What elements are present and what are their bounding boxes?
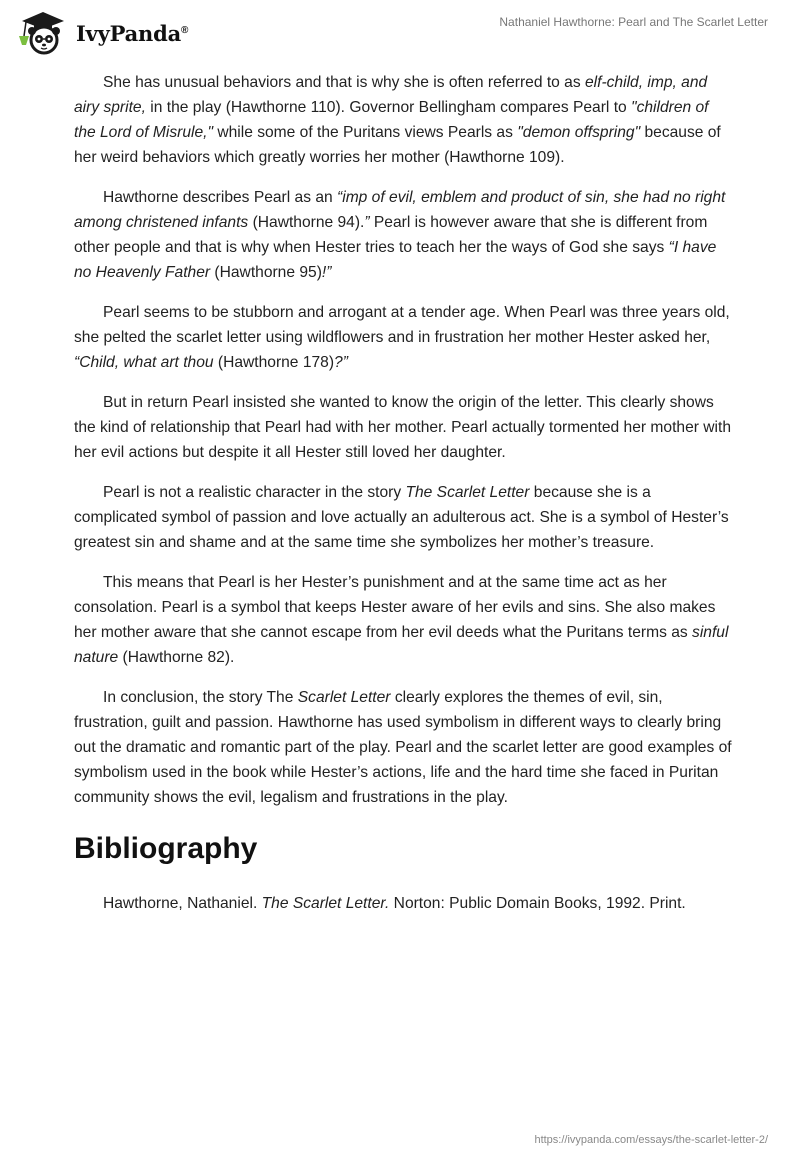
text-run: while some of the Puritans views Pearls as — [213, 124, 518, 141]
italic-text: The Scarlet Letter — [405, 484, 530, 501]
text-run: Pearl is however aware that she is different from other people and that is why when Hester tries to teach her the ways of God she says — [74, 214, 708, 256]
italic-text: “imp of evil, emblem and product of sin, she had no right among christened infants — [74, 189, 726, 231]
italic-text: ?” — [334, 354, 348, 371]
body-paragraph — [74, 300, 734, 375]
italic-text: “Child, what art thou — [74, 354, 214, 371]
body-paragraph — [74, 185, 734, 285]
italic-text: "demon offspring" — [517, 124, 641, 141]
italic-text: "children of the Lord of Misrule," — [74, 99, 709, 141]
text-run: This means that Pearl is her Hester’s punishment and at the same time act as her consolation. Pearl is a symbol that keeps Hester aware of her evils and sins. She also makes her mother aware that she cannot escape from her evil deeds what the Puritans terms as — [74, 574, 716, 641]
italic-text: “I have no Heavenly Father — [74, 239, 717, 281]
text-run: (Hawthorne 82). — [118, 649, 235, 666]
text-run: Pearl is not a realistic character in the story — [103, 484, 406, 501]
brand-logo[interactable] — [14, 10, 188, 56]
italic-text: sinful nature — [74, 624, 729, 666]
text-run: Hawthorne, Nathaniel. — [103, 895, 262, 912]
text-run: In conclusion, the story The — [103, 689, 298, 706]
italic-text: Scarlet Letter — [297, 689, 391, 706]
italic-text: The Scarlet Letter. — [261, 895, 390, 912]
source-url[interactable]: https://ivypanda.com/essays/the-scarlet-letter-2/ — [534, 1134, 768, 1146]
registered-mark: ® — [181, 24, 189, 36]
text-run: But in return Pearl insisted she wanted to know the origin of the letter. This clearly shows the kind of relationship that Pearl had with her mother. Pearl actually tormented her mother with her evil actions but despite it all Hester still loved her daughter. — [74, 394, 732, 461]
text-run: She has unusual behaviors and that is why she is often referred to as — [103, 74, 585, 91]
body-paragraph — [74, 390, 734, 465]
italic-text: !” — [321, 264, 332, 281]
text-run: (Hawthorne 94). — [248, 214, 365, 231]
text-run: because she is a complicated symbol of passion and love actually an adulterous act. She is a symbol of Hester’s greatest sin and shame and at the same time she symbolizes her mother’s treasure. — [74, 484, 729, 551]
body-paragraph — [74, 570, 734, 670]
brand-name — [76, 21, 188, 46]
body-paragraph — [74, 480, 734, 555]
panda-graduate-icon — [14, 10, 72, 56]
text-run: Norton: Public Domain Books, 1992. Print. — [389, 895, 686, 912]
text-run: (Hawthorne 178) — [213, 354, 335, 371]
running-title: Nathaniel Hawthorne: Pearl and The Scarlet Letter — [499, 15, 768, 29]
body-paragraph — [74, 70, 734, 170]
brand-name-text: IvyPanda — [76, 20, 182, 46]
text-run: (Hawthorne 95) — [210, 264, 322, 281]
body-paragraph — [74, 685, 734, 810]
text-run: Pearl seems to be stubborn and arrogant at a tender age. When Pearl was three years old, she pelted the scarlet letter using wildflowers and in frustration her mother Hester asked her, — [74, 304, 730, 346]
text-run: in the play (Hawthorne 110). Governor Bellingham compares Pearl to — [145, 99, 632, 116]
text-run: clearly explores the themes of evil, sin, frustration, guilt and passion. Hawthorne has used symbolism in different ways to clearly bring out the dramatic and romantic part of the play. Pearl and the scarlet letter are good examples of symbolism used in the book while Hester’s actions, life and the hard time she faced in Puritan community shows the evil, legalism and frustrations in the play. — [74, 689, 732, 806]
essay-body — [74, 70, 734, 931]
bibliography-list — [74, 891, 734, 916]
text-run: because of her weird behaviors which greatly worries her mother (Hawthorne 109). — [74, 124, 721, 166]
bibliography-entry — [74, 891, 734, 916]
essay-paragraphs — [74, 70, 734, 810]
italic-text: elf-child, imp, and airy sprite, — [74, 74, 708, 116]
italic-text: ” — [364, 214, 370, 231]
text-run: Hawthorne describes Pearl as an — [103, 189, 338, 206]
bibliography-heading: Bibliography — [74, 832, 258, 865]
page-header — [0, 0, 800, 60]
